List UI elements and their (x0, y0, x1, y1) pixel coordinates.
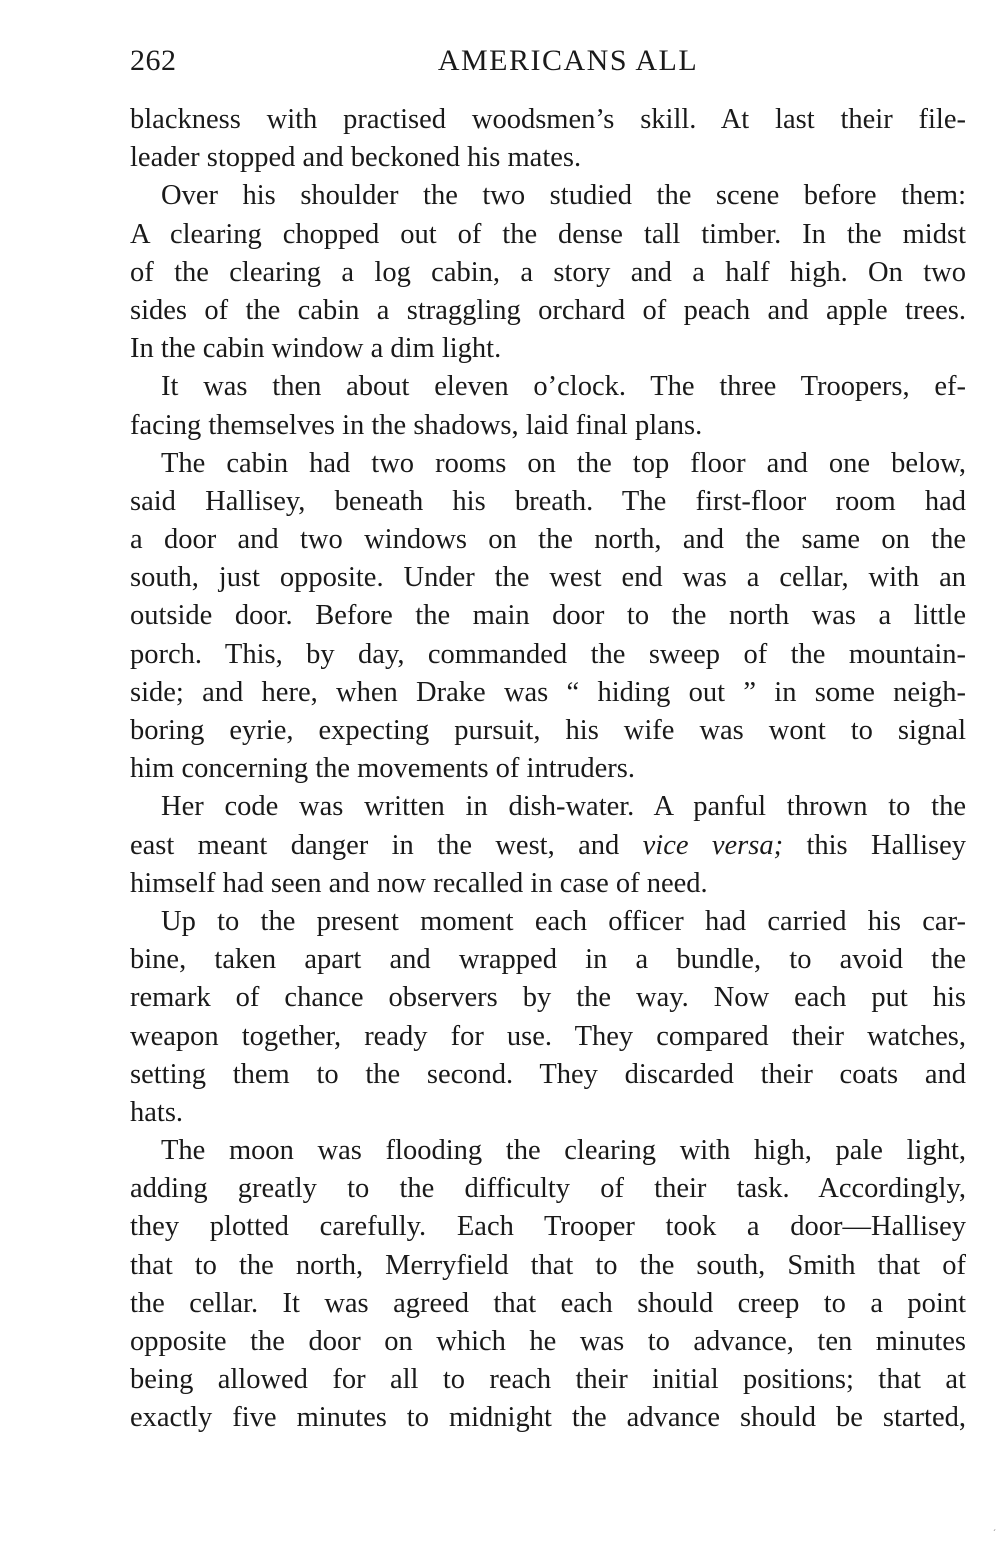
text-line: facing themselves in the shadows, laid final plans. (130, 409, 703, 441)
text-line: porch. This, by day, commanded the sweep of the mountain- (130, 638, 966, 670)
text-line: said Hallisey, beneath his breath. The first-floor room had (130, 485, 966, 517)
text-line: Over his shoulder the two studied the scene before them: (161, 180, 966, 212)
book-title: AMERICANS ALL (437, 44, 699, 77)
text-line: himself had seen and now recalled in case of need. (130, 867, 708, 899)
text-line: him concerning the movements of intruders. (130, 753, 635, 785)
text-line: hats. (130, 1096, 184, 1128)
text-line: opposite the door on which he was to advance, ten minutes (130, 1326, 966, 1357)
text-line: setting them to the second. They discarded their coats and (130, 1058, 966, 1090)
text-line: In the cabin window a dim light. (130, 333, 502, 365)
stray-mark: ´ (993, 1528, 996, 1538)
body-text (130, 101, 966, 1438)
text-line: south, just opposite. Under the west end was a cellar, with an (130, 562, 966, 594)
text-line: The moon was flooding the clearing with high, pale light, (161, 1135, 966, 1167)
text-line: blackness with practised woodsmen’s skill. At last their file- (130, 104, 966, 135)
text-line: remark of chance observers by the way. Now each put his (130, 982, 966, 1014)
text-line: sides of the cabin a straggling orchard of peach and apple trees. (130, 294, 966, 326)
text-line: being allowed for all to reach their initial positions; that at (130, 1364, 966, 1396)
text-line: adding greatly to the difficulty of their task. Accordingly, (130, 1173, 966, 1205)
text-line: they plotted carefully. Each Trooper took a door—Hallisey (130, 1211, 966, 1243)
text-line: that to the north, Merryfield that to the south, Smith that of (130, 1249, 966, 1281)
text-line: bine, taken apart and wrapped in a bundle, to avoid the (130, 944, 966, 976)
text-line: It was then about eleven o’clock. The three Troopers, ef- (161, 371, 966, 403)
text-line: leader stopped and beckoned his mates. (130, 142, 582, 174)
text-line: east meant danger in the west, and vice versa; this Hallisey (130, 829, 966, 861)
text-line: The cabin had two rooms on the top floor and one below, (161, 447, 966, 479)
page-number: 262 (130, 44, 177, 77)
running-head (130, 44, 966, 90)
text-line: weapon together, ready for use. They compared their watches, (130, 1020, 966, 1052)
text-line: outside door. Before the main door to the north was a little (130, 600, 966, 632)
text-line: exactly five minutes to midnight the advance should be started, (130, 1402, 966, 1434)
text-line: side; and here, when Drake was “ hiding out ” in some neigh- (130, 676, 966, 708)
text-line: A clearing chopped out of the dense tall timber. In the midst (130, 218, 966, 250)
text-line: boring eyrie, expecting pursuit, his wife was wont to signal (130, 715, 966, 746)
text-line: the cellar. It was agreed that each should creep to a point (130, 1287, 966, 1319)
text-line: Her code was written in dish-water. A panful thrown to the (161, 791, 966, 823)
text-line: a door and two windows on the north, and the same on the (130, 524, 966, 556)
text-line: Up to the present moment each officer had carried his car- (161, 905, 966, 937)
text-line: of the clearing a log cabin, a story and a half high. On two (130, 256, 966, 288)
